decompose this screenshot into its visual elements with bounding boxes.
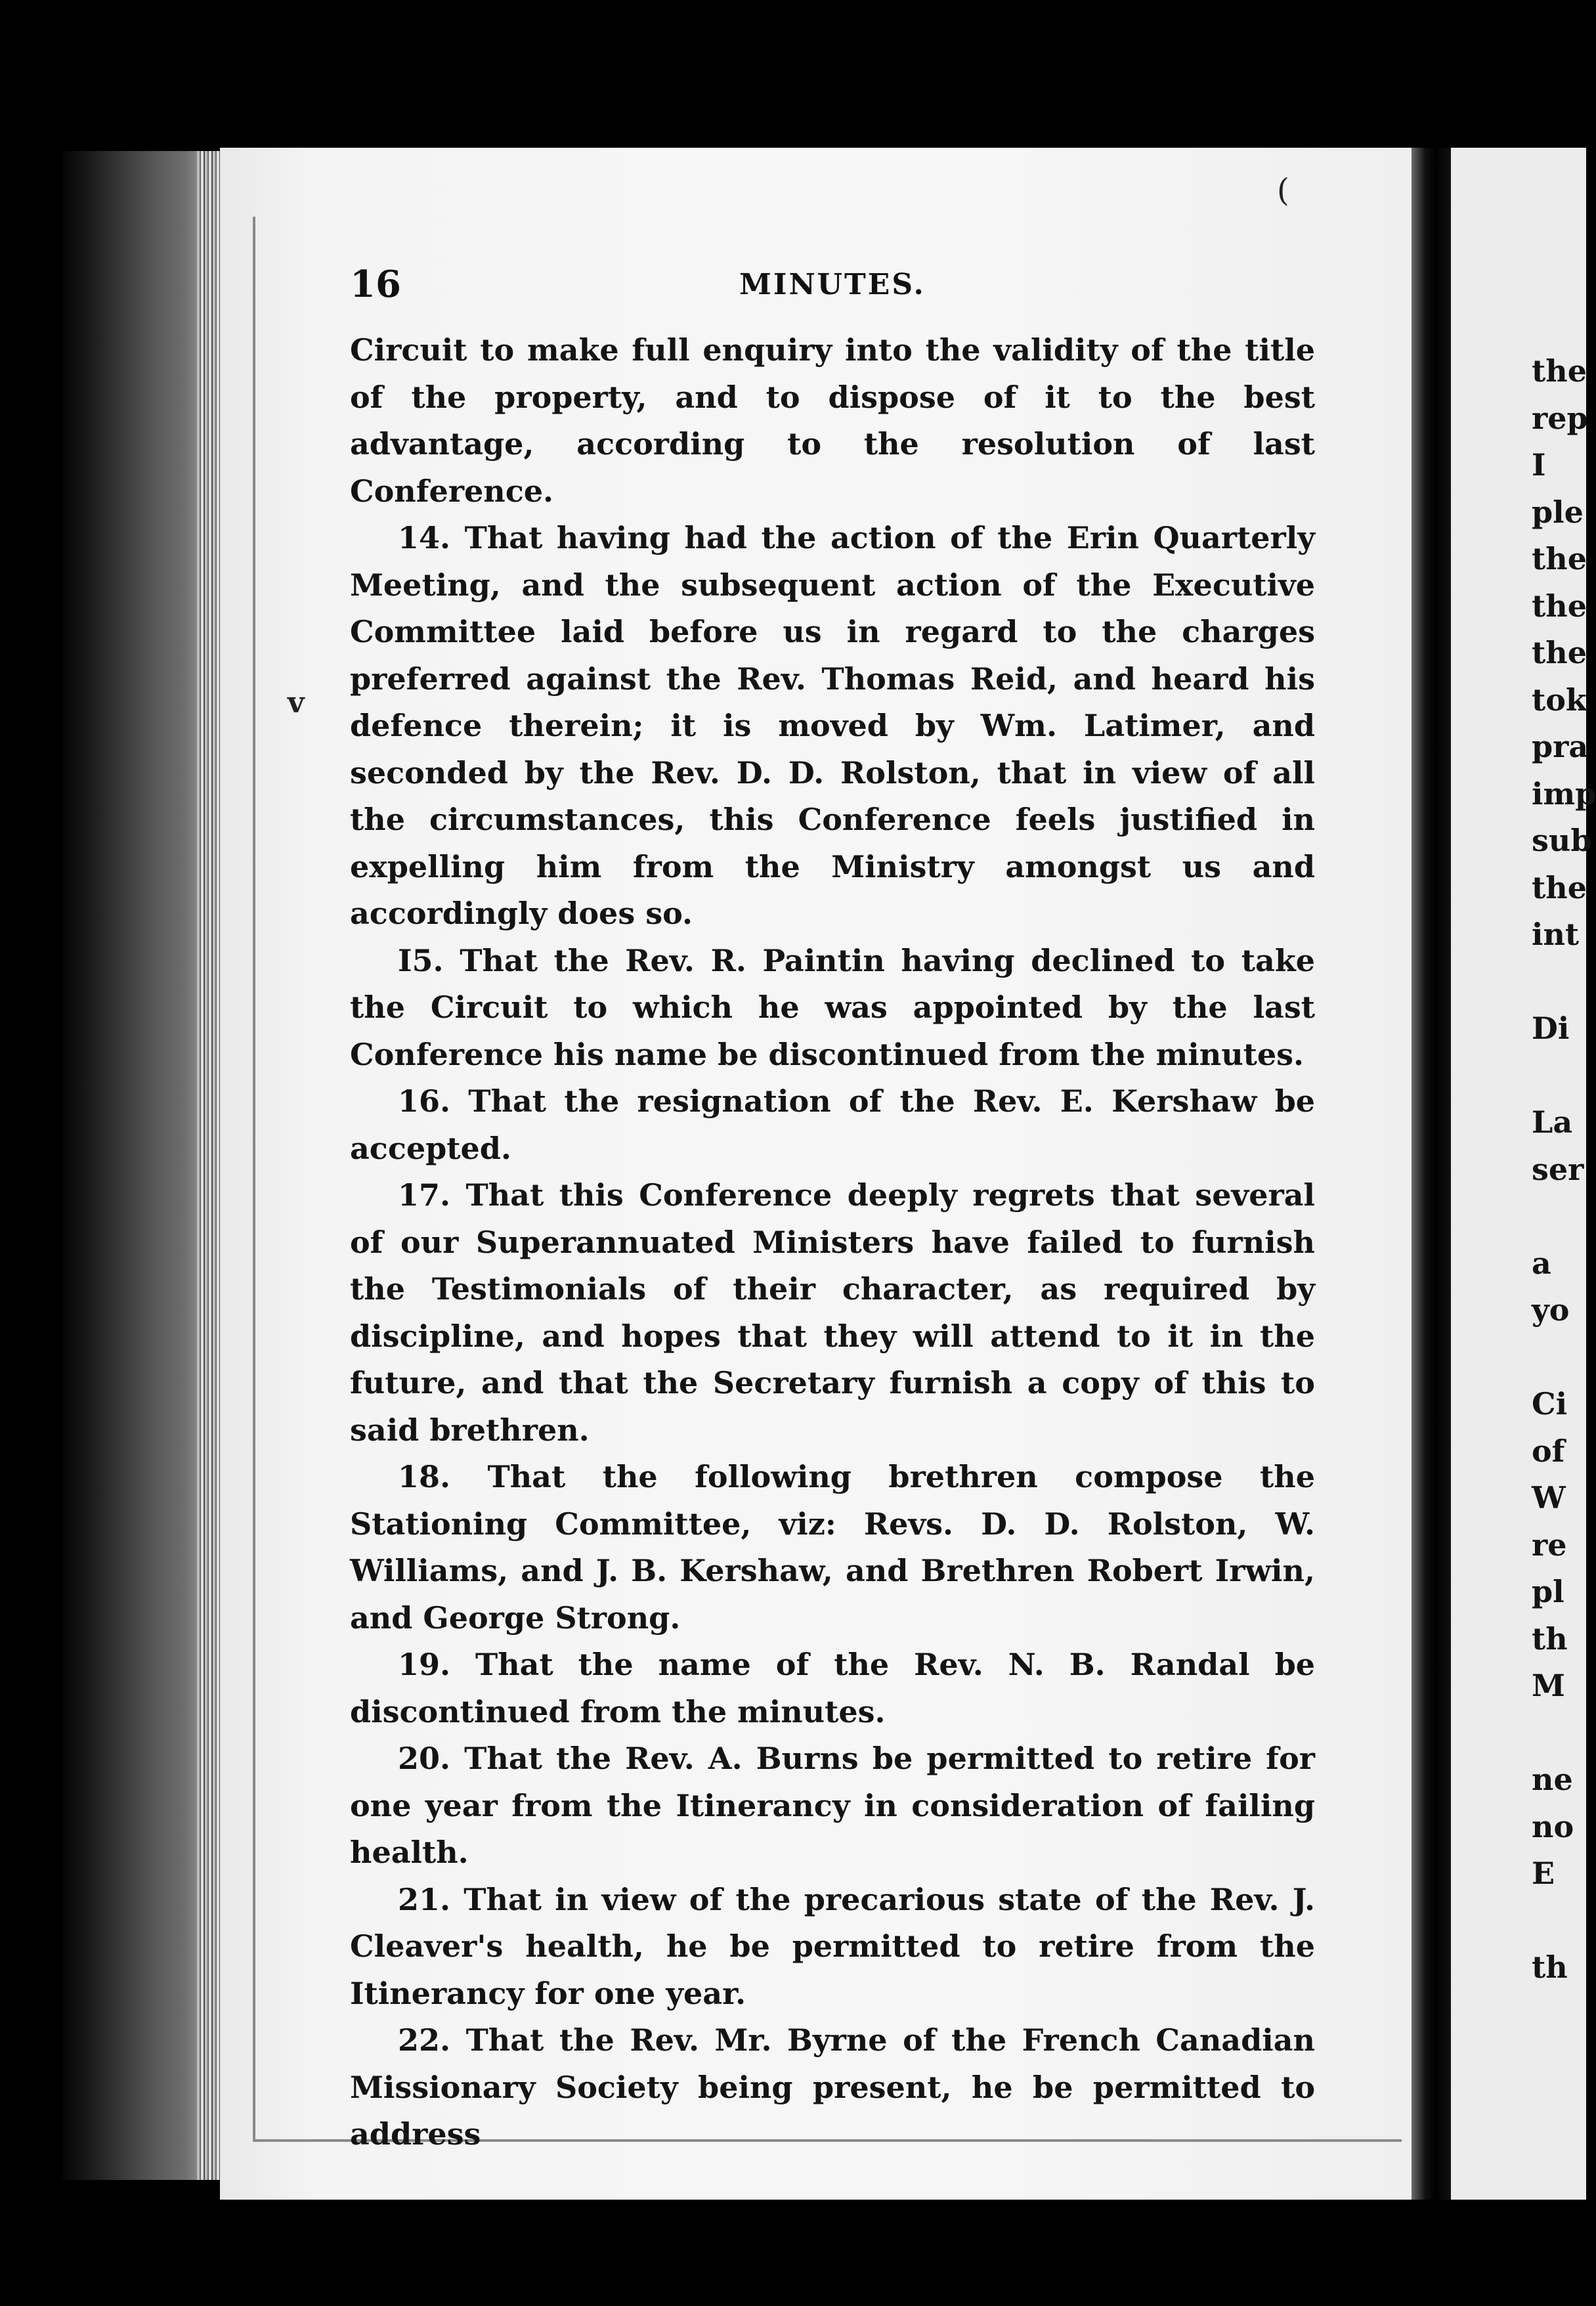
facing-page-line	[1532, 959, 1586, 1006]
facing-page-line: ne	[1532, 1762, 1573, 1797]
facing-page-line: ple	[1532, 494, 1584, 530]
facing-page-line: La	[1532, 1104, 1573, 1140]
resolution-15: I5. That the Rev. R. Paintin having declined to take the Circuit to which he was appointed by the last Conference his name be discontinued from the minutes.	[350, 942, 1315, 1072]
paragraph-continuation: Circuit to make full enquiry into the validity of the title of the property, and to dispose of it to the best advantage, according to the resolution of last Conference.	[350, 332, 1315, 509]
facing-page-line: W	[1532, 1480, 1566, 1515]
facing-page-line: yo	[1532, 1292, 1570, 1328]
facing-page-line: re	[1532, 1527, 1567, 1563]
facing-page-line	[1532, 1898, 1586, 1945]
facing-page-line: the	[1532, 869, 1587, 905]
page-header	[350, 263, 1315, 309]
facing-page-line: th	[1532, 1949, 1568, 1985]
facing-page-line: tok	[1532, 682, 1587, 718]
facing-page-line	[1532, 1193, 1586, 1240]
resolution-18: 18. That the following brethren compose the Stationing Committee, viz: Revs. D. D. Rolston, W. Williams, and J. B. Kershaw, and Brethren Robert Irwin, and George Strong.	[350, 1459, 1315, 1636]
facing-page-line	[1532, 1334, 1586, 1381]
facing-page-line: th	[1532, 1621, 1568, 1657]
facing-page-line: ser	[1532, 1151, 1584, 1187]
book-gutter	[1412, 148, 1451, 2200]
resolution-14: 14. That having had the action of the Erin Quarterly Meeting, and the subsequent action of the Executive Committee laid before us in regard to the charges preferred against the Rev. Thomas Reid, and heard his defence therein; it is moved by Wm. Latimer, and seconded by the Rev. D. D. Rolston, that in view of all the circumstances, this Conference feels justified in expelling him from the Ministry amongst us and accordingly does so.	[350, 520, 1315, 931]
facing-page-line: no	[1532, 1808, 1574, 1844]
page-number: 16	[350, 263, 401, 306]
facing-page-line: I	[1532, 447, 1546, 483]
resolution-21: 21. That in view of the precarious state of the Rev. J. Cleaver's health, he be permitted to retire from the Itinerancy for one year.	[350, 1881, 1315, 2011]
facing-page-line: rep	[1532, 400, 1588, 436]
resolution-20: 20. That the Rev. A. Burns be permitted to retire for one year from the Itinerancy in consideration of failing health.	[350, 1741, 1315, 1870]
page-border-left	[253, 217, 255, 2141]
resolution-22: 22. That the Rev. Mr. Byrne of the French Canadian Missionary Society being present, he be permitted to address	[350, 2022, 1315, 2152]
facing-page-line: a	[1532, 1245, 1551, 1281]
facing-page-line: the	[1532, 635, 1587, 670]
running-head: MINUTES.	[739, 268, 926, 301]
facing-page-line: pl	[1532, 1574, 1564, 1609]
resolution-16: 16. That the resignation of the Rev. E. Kershaw be accepted.	[350, 1083, 1315, 1166]
facing-page-line: pra	[1532, 729, 1589, 764]
facing-page-line: Ci	[1532, 1386, 1568, 1422]
facing-page-line: M	[1532, 1668, 1565, 1703]
book-spine	[62, 151, 220, 2180]
facing-page-line: of	[1532, 1433, 1565, 1469]
margin-top-mark: (	[1277, 172, 1289, 209]
margin-tick-mark: v	[288, 686, 305, 720]
facing-page-line: imp	[1532, 775, 1596, 812]
facing-page-line: the	[1532, 541, 1587, 576]
facing-page-line: E	[1532, 1856, 1555, 1891]
facing-page-line	[1532, 1053, 1586, 1100]
resolution-17: 17. That this Conference deeply regrets that several of our Superannuated Ministers have failed to furnish the Testimonials of their character, as required by discipline, and hopes that they will attend to it in the future, and that the Secretary furnish a copy of this to said brethren.	[350, 1177, 1315, 1448]
facing-page-text	[1532, 348, 1596, 1991]
resolution-19: 19. That the name of the Rev. N. B. Randal be discontinued from the minutes.	[350, 1647, 1315, 1730]
facing-page-line: the	[1532, 588, 1587, 624]
facing-page-line: Di	[1532, 1011, 1570, 1046]
facing-page-line: the	[1532, 353, 1587, 389]
facing-page-line: sub	[1532, 823, 1592, 858]
facing-page-line: int	[1532, 917, 1580, 952]
body-text	[350, 327, 1315, 2158]
facing-page-line	[1532, 1710, 1586, 1757]
